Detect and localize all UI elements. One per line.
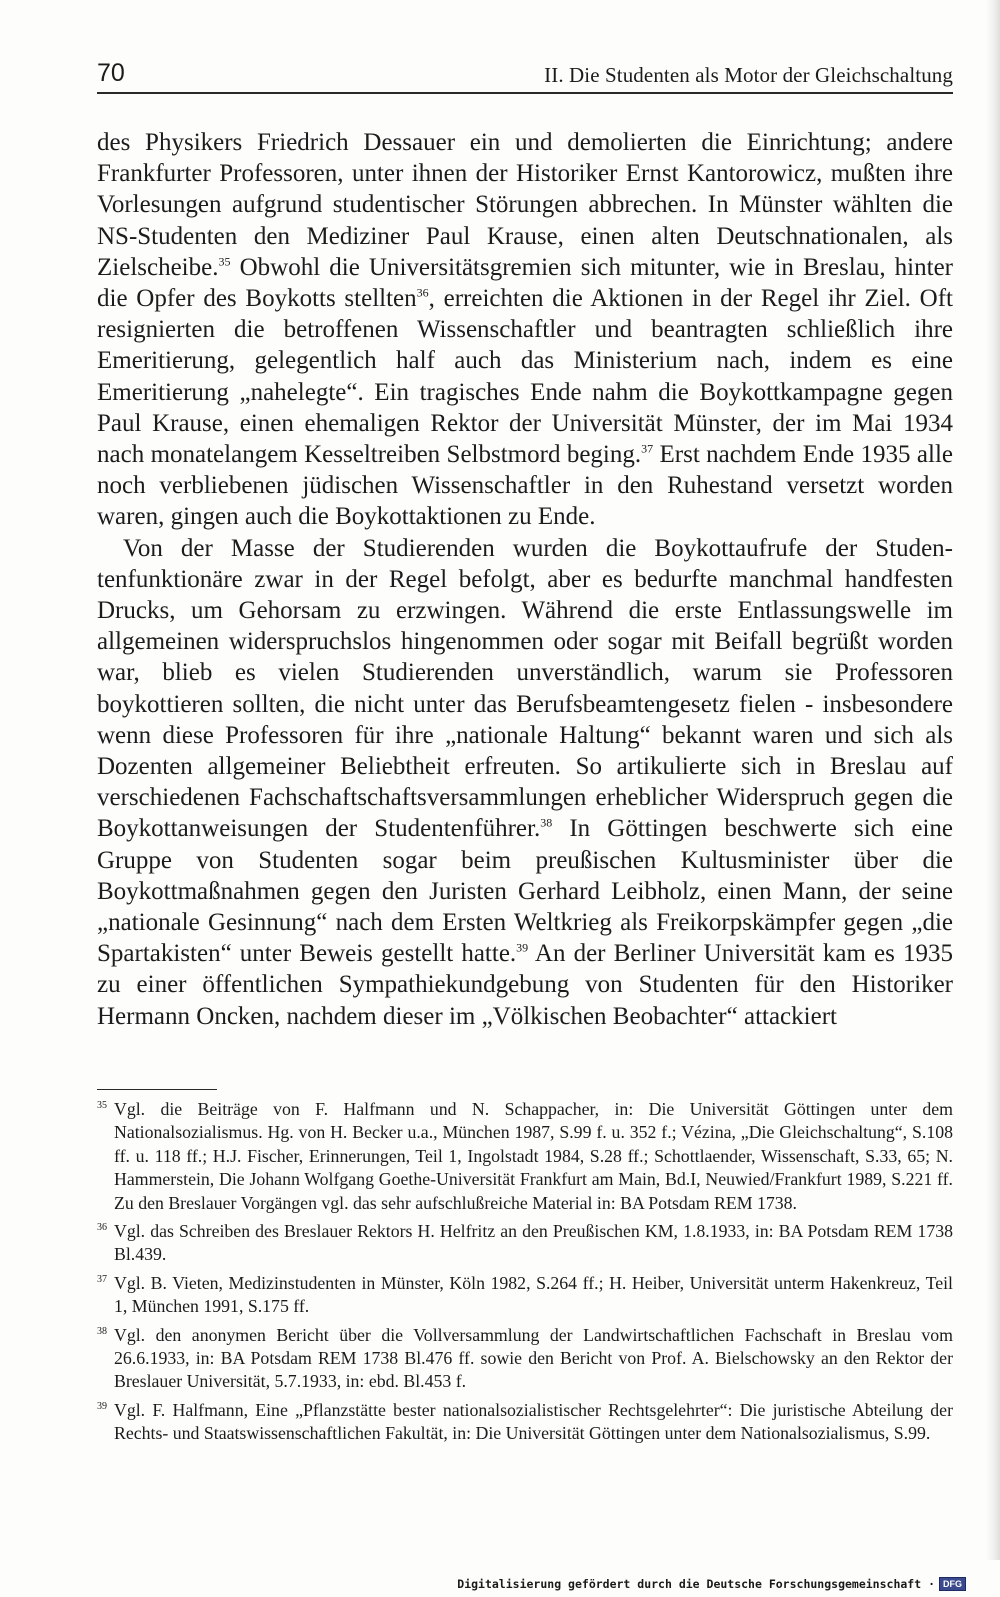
footnotes	[97, 1098, 953, 1451]
footnote	[97, 1399, 953, 1446]
page-edge-shadow	[986, 0, 1000, 1560]
footnote	[97, 1098, 953, 1215]
footnote-text: Vgl. die Beiträge von F. Halfmann und N. Schappacher, in: Die Universität Göttingen unter dem Nationalsozialismus. Hg. von H. Becker u.a., München 1987, S.99 f. u. 352 f.; Vézina, „Die Gleichschaltung“, S.108 ff. u. 118 ff.; H.J. Fischer, Erinnerungen, Teil 1, Ingolstadt 1984, S.28 ff.; Schottlaender, Wissenschaft, S.33, 65; N. Hammerstein, Die Johann Wolfgang Goethe-Universität Frankfurt am Main, Bd.I, Neuwied/Frankfurt 1989, S.221 ff. Zu den Breslauer Vorgängen vgl. das sehr aufschlußreiche Material in: BA Potsdam REM 1738.	[114, 1099, 953, 1213]
footnote-rule	[97, 1089, 217, 1090]
footnote-number: 38	[97, 1325, 107, 1337]
credit-text: Digitalisierung gefördert durch die Deutsche Forschungsgemeinschaft ·	[457, 1577, 935, 1591]
footnote-ref: 37	[641, 441, 654, 456]
dfg-logo: DFG	[939, 1577, 966, 1591]
footnote-number: 36	[97, 1222, 107, 1234]
footnote-number: 39	[97, 1400, 107, 1412]
footnote	[97, 1324, 953, 1394]
footnote-ref: 36	[416, 285, 429, 300]
footnote-text: Vgl. den anonymen Bericht über die Vollversammlung der Landwirtschaftlichen Fachschaft in Breslau vom 26.6.1933, in: BA Potsdam REM 1738 Bl.476 ff. sowie den Bericht von Prof. A. Bielschowsky an den Rektor der Breslauer Universität, 5.7.1933, in: ebd. Bl.453 f.	[114, 1324, 953, 1392]
paragraph	[97, 533, 953, 1032]
footnote	[97, 1220, 953, 1267]
page-number: 70	[97, 59, 125, 87]
digitization-credit	[457, 1577, 966, 1591]
text-segment: des Physikers Friedrich Dessauer ein und demolierten die Einrichtung; andere Frankfurter Professoren, unter ihnen der Historiker Ernst Kantorowicz, mußten ihre Vorlesungen aufgrund studentischer Störungen abbrechen. In Münster wählten die NS-Studenten den Mediziner Paul Krause, einen alten Deutschnationalen, als Zielscheibe.	[97, 129, 953, 281]
footnote-text: Vgl. das Schreiben des Breslauer Rektors H. Helfritz an den Preußischen KM, 1.8.1933, in: BA Potsdam REM 1738 Bl.439.	[114, 1221, 953, 1265]
footnote	[97, 1272, 953, 1319]
text-segment: In Göttingen beschwerte sich eine Gruppe von Studenten sogar beim preußischen Kultusminister über die Boykottmaßnahmen gegen den Juristen Gerhard Leibholz, einen Mann, der seine „nationale Gesinnung“ nach dem Ersten Weltkrieg als Freikorpskämpfer gegen „die Spartakisten“ unter Beweis gestellt hatte.	[97, 815, 954, 968]
footnote-text: Vgl. F. Halfmann, Eine „Pflanzstätte bester nationalsozialistischer Rechtsgelehrter“: Die juristische Abteilung der Rechts- und Staatswissenschaftlichen Fakultät, in: Die Universität Göttingen unter dem Nationalsozialismus, S.99.	[114, 1399, 953, 1444]
running-head: II. Die Studenten als Motor der Gleichschaltung	[544, 63, 953, 87]
footnote-ref: 39	[516, 940, 529, 955]
page-header	[97, 58, 953, 94]
text-segment: , erreichten die Aktionen in der Regel ihr Ziel. Oft resignierten die betroffenen Wissenschaftler und beantragten schließlich ihre Emeritierung, gelegentlich half auch das Ministerium nach, indem es eine Emeritierung „nahelegte“. Ein tragisches Ende nahm die Boykottkampagne gegen Paul Krause, einen ehemaligen Rektor der Universität Münster, der im Mai 1934 nach monatelangem Kesseltreiben Selbstmord beging.	[97, 285, 953, 469]
text-segment: Von der Masse der Studierenden wurden die Boykottaufrufe der Studentenfunktionäre zwar in der Regel befolgt, aber es bedurfte manchmal handfesten Drucks, um Gehorsam zu erzwingen. Während die erste Entlassungswelle im allgemeinen widerspruchslos hingenommen oder sogar mit Beifall begrüßt worden war, blieb es vielen Studierenden unverständlich, warum sie Professoren boykottieren sollten, die nicht unter das Berufsbeamtengesetz fielen - insbesondere wenn diese Professoren für ihre „nationale Haltung“ bekannt waren und sich als Dozenten allgemeiner Beliebtheit erfreuten. So artikulierte sich in Breslau auf verschiedenen Fachschaftschaftsversammlungen erheblicher Widerspruch gegen die Boykottanweisungen der Studentenführer.	[97, 534, 953, 843]
footnote-number: 37	[97, 1273, 107, 1285]
body-text	[97, 127, 953, 1032]
footnote-number: 35	[97, 1100, 107, 1111]
paragraph	[97, 127, 953, 533]
footnote-ref: 35	[218, 254, 231, 269]
footnote-ref: 38	[540, 816, 553, 831]
text-segment: Erst nachdem Ende 1935 alle noch verbliebenen jüdischen Wissenschaftler in den Ruhestand versetzt worden waren, gingen auch die Boykottaktionen zu Ende.	[97, 441, 953, 531]
footnote-text: Vgl. B. Vieten, Medizinstudenten in Münster, Köln 1982, S.264 ff.; H. Heiber, Universität unterm Hakenkreuz, Teil 1, München 1991, S.175 ff.	[114, 1272, 953, 1317]
text-segment: An der Berliner Universität kam es 1935 zu einer öffentlichen Sympathiekundgebung von Studenten für den Historiker Hermann Oncken, nachdem dieser im „Völkischen Beobachter“ attackiert	[97, 940, 953, 1030]
text-segment: Obwohl die Universitätsgremien sich mitunter, wie in Breslau, hinter die Opfer des Boykotts stellten	[97, 253, 953, 313]
